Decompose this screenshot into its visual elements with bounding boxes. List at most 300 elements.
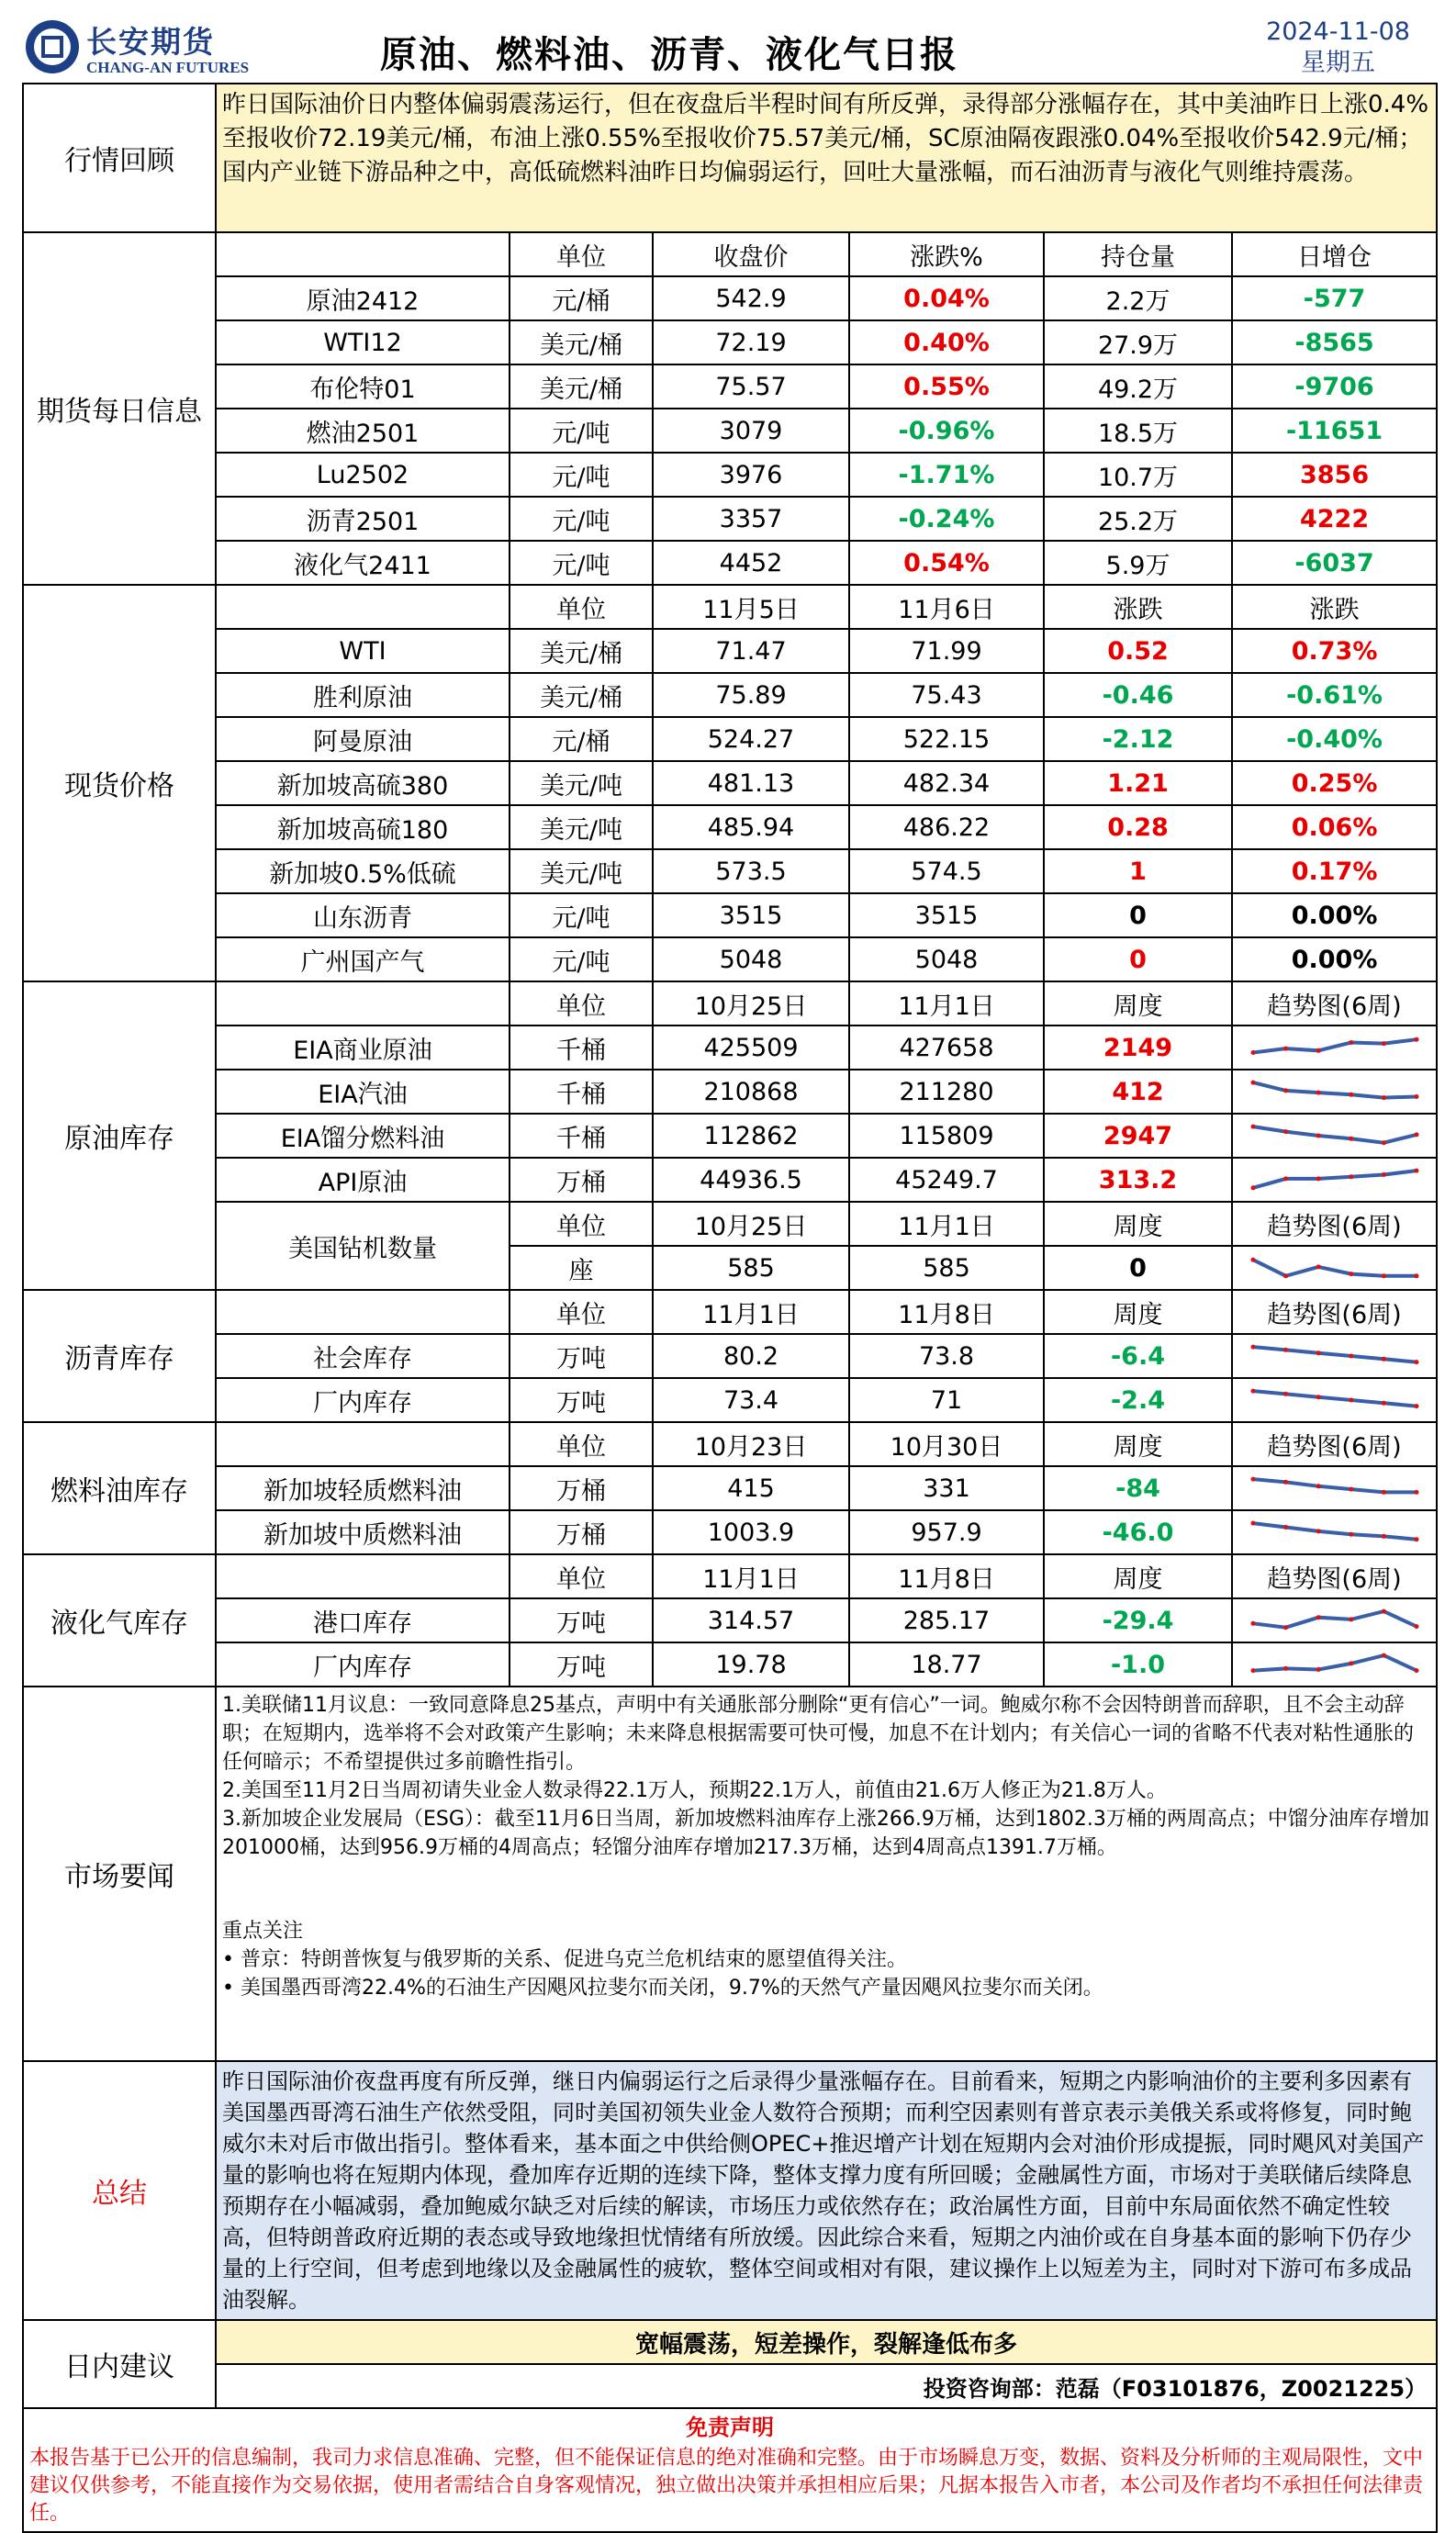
price-prev: 3515 <box>653 893 849 937</box>
column-header: 日增仓 <box>1232 232 1437 276</box>
column-header: 单位 <box>510 981 653 1026</box>
price-prev: 485.94 <box>653 805 849 849</box>
contract-name: WTI12 <box>216 320 510 364</box>
column-header: 单位 <box>510 232 653 276</box>
column-header: 单位 <box>510 1290 653 1334</box>
trend-line <box>1253 1611 1417 1628</box>
change-percent: 0.55% <box>849 364 1044 409</box>
trend-line <box>1253 1347 1417 1362</box>
contract-name: 原油2412 <box>216 276 510 320</box>
open-interest: 2.2万 <box>1044 276 1232 320</box>
table-row <box>23 409 1437 453</box>
inventory-prev: 80.2 <box>653 1334 849 1378</box>
price-change: -0.46 <box>1044 673 1232 717</box>
section-label-crude-inv: 原油库存 <box>23 981 216 1290</box>
trend-chart-cell <box>1232 1070 1437 1114</box>
inventory-name: 厂内库存 <box>216 1378 510 1422</box>
trend-sparkline <box>1248 1252 1422 1283</box>
trend-point <box>1283 1273 1288 1278</box>
column-header: 收盘价 <box>653 232 849 276</box>
inventory-prev: 73.4 <box>653 1378 849 1422</box>
logo-emblem-icon <box>26 20 79 73</box>
price-change: 0.52 <box>1044 629 1232 673</box>
unit-cell: 元/吨 <box>510 409 653 453</box>
unit-cell: 美元/吨 <box>510 849 653 893</box>
trend-point <box>1381 1490 1385 1495</box>
trend-point <box>1316 1134 1320 1138</box>
price-change-percent: 0.00% <box>1232 893 1437 937</box>
inventory-prev: 415 <box>653 1466 849 1510</box>
table-row <box>23 1554 1437 1598</box>
contract-name: Lu2502 <box>216 453 510 497</box>
trend-point <box>1250 1621 1255 1626</box>
inventory-curr: 18.77 <box>849 1642 1044 1687</box>
table-row <box>23 761 1437 805</box>
company-logo <box>26 17 255 81</box>
weekly-change: -2.4 <box>1044 1378 1232 1422</box>
table-row <box>23 276 1437 320</box>
spot-name: WTI <box>216 629 510 673</box>
unit-cell: 千桶 <box>510 1114 653 1158</box>
column-header: 趋势图(6周) <box>1232 1554 1437 1598</box>
inventory-prev: 210868 <box>653 1070 849 1114</box>
change-percent: -0.24% <box>849 497 1044 541</box>
trend-point <box>1283 1525 1288 1530</box>
trend-point <box>1283 1129 1288 1134</box>
column-header: 周度 <box>1044 1554 1232 1598</box>
trend-line <box>1253 1171 1417 1188</box>
spot-name: 新加坡高硫180 <box>216 805 510 849</box>
column-header: 趋势图(6周) <box>1232 1290 1437 1334</box>
weekly-change: 0 <box>1044 1246 1232 1290</box>
trend-point <box>1349 1272 1353 1276</box>
disclaimer-title: 免责声明 <box>686 2415 775 2440</box>
trend-point <box>1316 1667 1320 1672</box>
table-row <box>23 497 1437 541</box>
date-text: 2024-11-08 <box>1266 17 1410 46</box>
column-header: 11月6日 <box>849 585 1044 629</box>
table-row <box>23 805 1437 849</box>
trend-chart-cell <box>1232 1642 1437 1687</box>
daily-oi-change: 3856 <box>1232 453 1437 497</box>
table-row <box>23 1026 1437 1070</box>
trend-point <box>1250 1081 1255 1085</box>
column-header: 11月5日 <box>653 585 849 629</box>
column-header: 涨跌% <box>849 232 1044 276</box>
inventory-prev: 44936.5 <box>653 1158 849 1202</box>
column-header: 趋势图(6周) <box>1232 981 1437 1026</box>
price-change: 0 <box>1044 893 1232 937</box>
trend-point <box>1316 1091 1320 1095</box>
trend-line <box>1253 1523 1417 1540</box>
unit-cell: 万吨 <box>510 1334 653 1378</box>
section-label-market-review: 行情回顾 <box>23 84 216 232</box>
price-curr: 3515 <box>849 893 1044 937</box>
section-label-intraday: 日内建议 <box>23 2320 216 2408</box>
inventory-prev: 19.78 <box>653 1642 849 1687</box>
table-row <box>23 1510 1437 1554</box>
inventory-curr: 45249.7 <box>849 1158 1044 1202</box>
open-interest: 18.5万 <box>1044 409 1232 453</box>
trend-chart-cell <box>1232 1510 1437 1554</box>
trend-point <box>1381 1609 1385 1614</box>
unit-cell: 万吨 <box>510 1378 653 1422</box>
unit-cell: 座 <box>510 1246 653 1290</box>
table-row <box>23 1687 1437 2061</box>
weekly-change: -84 <box>1044 1466 1232 1510</box>
company-name-cn: 长安期货 <box>86 24 215 60</box>
unit-cell: 万桶 <box>510 1158 653 1202</box>
report-date <box>1266 17 1410 79</box>
table-row <box>23 1642 1437 1687</box>
daily-oi-change: -11651 <box>1232 409 1437 453</box>
table-row <box>23 320 1437 364</box>
column-header: 周度 <box>1044 1202 1232 1246</box>
price-prev: 573.5 <box>653 849 849 893</box>
trend-point <box>1349 1398 1353 1403</box>
table-row <box>23 585 1437 629</box>
trend-chart-cell <box>1232 1246 1437 1290</box>
unit-cell: 元/桶 <box>510 717 653 761</box>
trend-point <box>1381 1357 1385 1362</box>
weekly-change: 313.2 <box>1044 1158 1232 1202</box>
trend-point <box>1349 1532 1353 1537</box>
close-price: 3357 <box>653 497 849 541</box>
inventory-prev: 1003.9 <box>653 1510 849 1554</box>
table-row <box>23 2408 1437 2532</box>
column-header: 11月8日 <box>849 1554 1044 1598</box>
weekday-text: 星期五 <box>1301 49 1376 77</box>
inventory-name: EIA汽油 <box>216 1070 510 1114</box>
unit-cell: 元/吨 <box>510 937 653 981</box>
trend-point <box>1381 1041 1385 1046</box>
trend-point <box>1381 1534 1385 1539</box>
header-blank <box>216 1554 510 1598</box>
table-row <box>23 364 1437 409</box>
trend-sparkline <box>1248 1340 1422 1372</box>
table-row <box>23 849 1437 893</box>
open-interest: 27.9万 <box>1044 320 1232 364</box>
column-header: 涨跌 <box>1044 585 1232 629</box>
intraday-advice: 宽幅震荡，短差操作，裂解逢低布多 <box>216 2320 1437 2364</box>
trend-point <box>1349 1174 1353 1179</box>
trend-chart-cell <box>1232 1334 1437 1378</box>
trend-point <box>1414 1404 1418 1408</box>
table-row <box>23 1466 1437 1510</box>
table-row <box>23 541 1437 585</box>
inventory-curr: 331 <box>849 1466 1044 1510</box>
price-change-percent: 0.73% <box>1232 629 1437 673</box>
section-label-fuel-inv: 燃料油库存 <box>23 1422 216 1554</box>
unit-cell: 千桶 <box>510 1070 653 1114</box>
close-price: 542.9 <box>653 276 849 320</box>
table-row <box>23 629 1437 673</box>
trend-point <box>1283 1392 1288 1396</box>
trend-point <box>1414 1094 1418 1099</box>
weekly-change: -29.4 <box>1044 1598 1232 1642</box>
unit-cell: 元/吨 <box>510 541 653 585</box>
trend-point <box>1414 1537 1418 1541</box>
header-blank <box>216 1422 510 1466</box>
column-header: 11月1日 <box>849 981 1044 1026</box>
trend-point <box>1349 1040 1353 1045</box>
trend-point <box>1283 1176 1288 1181</box>
unit-cell: 元/吨 <box>510 497 653 541</box>
unit-cell: 元/吨 <box>510 453 653 497</box>
trend-point <box>1283 1480 1288 1485</box>
unit-cell: 美元/吨 <box>510 805 653 849</box>
trend-sparkline <box>1248 1032 1422 1063</box>
inventory-name: 社会库存 <box>216 1334 510 1378</box>
disclaimer-text: 本报告基于已公开的信息编制，我司力求信息准确、完整，但不能保证信息的绝对准确和完整。由于市场瞬息万变，数据、资料及分析师的主观局限性，文中建议仅供参考，不能直接作为交易依据，使用者需结合自身客观情况，独立做出决策并承担相应后果；凡据本报告入市者，本公司及作者均不承担任何法律责任。 <box>29 2447 1424 2525</box>
trend-sparkline <box>1248 1473 1422 1504</box>
unit-cell: 万吨 <box>510 1598 653 1642</box>
trend-point <box>1283 1047 1288 1051</box>
trend-chart-cell <box>1232 1598 1437 1642</box>
unit-cell: 万桶 <box>510 1510 653 1554</box>
trend-point <box>1381 1172 1385 1177</box>
change-percent: -1.71% <box>849 453 1044 497</box>
daily-oi-change: -577 <box>1232 276 1437 320</box>
table-row <box>23 717 1437 761</box>
contract-name: 沥青2501 <box>216 497 510 541</box>
close-price: 3079 <box>653 409 849 453</box>
table-row <box>23 2364 1437 2408</box>
header-blank <box>216 981 510 1026</box>
weekly-change: 2149 <box>1044 1026 1232 1070</box>
close-price: 3976 <box>653 453 849 497</box>
news-content <box>216 1687 1437 2061</box>
section-label-summary: 总结 <box>23 2061 216 2320</box>
trend-point <box>1414 1490 1418 1495</box>
trend-point <box>1349 1093 1353 1097</box>
inventory-name: EIA商业原油 <box>216 1026 510 1070</box>
price-change: 1.21 <box>1044 761 1232 805</box>
inventory-curr: 71 <box>849 1378 1044 1422</box>
column-header: 10月30日 <box>849 1422 1044 1466</box>
table-row <box>23 453 1437 497</box>
inventory-name: 新加坡中质燃料油 <box>216 1510 510 1554</box>
change-percent: 0.04% <box>849 276 1044 320</box>
unit-cell: 美元/桶 <box>510 673 653 717</box>
trend-point <box>1349 1661 1353 1665</box>
price-change: 0 <box>1044 937 1232 981</box>
unit-cell: 美元/桶 <box>510 364 653 409</box>
price-prev: 524.27 <box>653 717 849 761</box>
column-header: 单位 <box>510 1422 653 1466</box>
header-blank <box>216 1290 510 1334</box>
change-percent: 0.40% <box>849 320 1044 364</box>
price-prev: 481.13 <box>653 761 849 805</box>
company-name-en: CHANG-AN FUTURES <box>86 59 250 76</box>
daily-oi-change: -9706 <box>1232 364 1437 409</box>
price-change-percent: 0.06% <box>1232 805 1437 849</box>
contract-name: 布伦特01 <box>216 364 510 409</box>
price-curr: 522.15 <box>849 717 1044 761</box>
inventory-prev: 425509 <box>653 1026 849 1070</box>
column-header: 11月1日 <box>653 1554 849 1598</box>
spot-name: 新加坡0.5%低硫 <box>216 849 510 893</box>
unit-cell: 元/吨 <box>510 893 653 937</box>
trend-chart-cell <box>1232 1466 1437 1510</box>
trend-point <box>1414 1169 1418 1173</box>
trend-point <box>1250 1477 1255 1482</box>
daily-oi-change: -8565 <box>1232 320 1437 364</box>
trend-point <box>1250 1258 1255 1262</box>
trend-point <box>1283 1348 1288 1352</box>
focus-item: • 普京：特朗普恢复与俄罗斯的关系、促进乌克兰危机结束的愿望值得关注。 <box>222 1948 907 1971</box>
unit-cell: 万吨 <box>510 1642 653 1687</box>
price-prev: 75.89 <box>653 673 849 717</box>
inventory-name: 港口库存 <box>216 1598 510 1642</box>
trend-point <box>1381 1140 1385 1145</box>
unit-cell: 万桶 <box>510 1466 653 1510</box>
focus-title: 重点关注 <box>222 1920 304 1943</box>
spot-name: 阿曼原油 <box>216 717 510 761</box>
trend-point <box>1349 1354 1353 1359</box>
spot-name: 新加坡高硫380 <box>216 761 510 805</box>
section-label-lpg-inv: 液化气库存 <box>23 1554 216 1687</box>
inventory-curr: 115809 <box>849 1114 1044 1158</box>
inventory-curr: 427658 <box>849 1026 1044 1070</box>
trend-point <box>1316 1395 1320 1399</box>
trend-chart-cell <box>1232 1378 1437 1422</box>
price-change: -2.12 <box>1044 717 1232 761</box>
unit-cell: 千桶 <box>510 1026 653 1070</box>
table-row <box>23 1598 1437 1642</box>
spot-name: 胜利原油 <box>216 673 510 717</box>
trend-point <box>1283 1625 1288 1630</box>
trend-point <box>1316 1264 1320 1269</box>
trend-line <box>1253 1126 1417 1143</box>
trend-point <box>1250 1185 1255 1190</box>
table-row <box>23 2061 1437 2320</box>
trend-point <box>1349 1617 1353 1621</box>
trend-chart-cell <box>1232 1026 1437 1070</box>
table-row <box>23 84 1437 232</box>
report-table <box>22 83 1438 2533</box>
trend-point <box>1414 1273 1418 1278</box>
trend-sparkline <box>1248 1517 1422 1548</box>
table-row <box>23 1378 1437 1422</box>
trend-point <box>1316 1484 1320 1488</box>
rig-count-label: 美国钻机数量 <box>216 1202 510 1290</box>
column-header: 单位 <box>510 1202 653 1246</box>
close-price: 75.57 <box>653 364 849 409</box>
trend-line <box>1253 1082 1417 1098</box>
price-curr: 482.34 <box>849 761 1044 805</box>
price-prev: 71.47 <box>653 629 849 673</box>
price-change-percent: 0.00% <box>1232 937 1437 981</box>
header-blank <box>216 585 510 629</box>
column-header: 趋势图(6周) <box>1232 1202 1437 1246</box>
inventory-curr: 285.17 <box>849 1598 1044 1642</box>
trend-sparkline <box>1248 1605 1422 1636</box>
spot-name: 广州国产气 <box>216 937 510 981</box>
weekly-change: -1.0 <box>1044 1642 1232 1687</box>
market-review-text: 昨日国际油价日内整体偏弱震荡运行，但在夜盘后半程时间有所反弹，录得部分涨幅存在，其中美油昨日上涨0.4%至报收价72.19美元/桶，布油上涨0.55%至报收价75.57美元/桶，SC原油隔夜跟涨0.04%至报收价542.9元/桶；国内产业链下游品种之中，高低硫燃料油昨日均偏弱运行，回吐大量涨幅，而石油沥青与液化气则维持震荡。 <box>216 84 1437 232</box>
trend-sparkline <box>1248 1120 1422 1151</box>
trend-point <box>1414 1668 1418 1673</box>
inventory-name: EIA馏分燃料油 <box>216 1114 510 1158</box>
unit-cell: 美元/吨 <box>510 761 653 805</box>
table-row <box>23 1422 1437 1466</box>
trend-line <box>1253 1655 1417 1671</box>
trend-point <box>1316 1615 1320 1620</box>
inventory-curr: 957.9 <box>849 1510 1044 1554</box>
trend-sparkline <box>1248 1649 1422 1680</box>
rig-prev: 585 <box>653 1246 849 1290</box>
unit-cell: 美元/桶 <box>510 629 653 673</box>
column-header: 单位 <box>510 585 653 629</box>
open-interest: 49.2万 <box>1044 364 1232 409</box>
inventory-curr: 211280 <box>849 1070 1044 1114</box>
price-curr: 5048 <box>849 937 1044 981</box>
table-row <box>23 2320 1437 2364</box>
daily-oi-change: -6037 <box>1232 541 1437 585</box>
open-interest: 5.9万 <box>1044 541 1232 585</box>
weekly-change: -6.4 <box>1044 1334 1232 1378</box>
price-change-percent: -0.61% <box>1232 673 1437 717</box>
table-row <box>23 1202 1437 1246</box>
table-row <box>23 1070 1437 1114</box>
section-label-futures: 期货每日信息 <box>23 232 216 585</box>
trend-point <box>1414 1132 1418 1137</box>
trend-point <box>1414 1037 1418 1042</box>
news-item: 3.新加坡企业发展局（ESG）：截至11月6日当周，新加坡燃料油库存上涨266.9万桶，达到1802.3万桶的两周高点；中馏分油库存增加201000桶，达到956.9万桶的4周高点；轻馏分油库存增加217.3万桶，达到4周高点1391.7万桶。 <box>222 1808 1429 1859</box>
price-change-percent: 0.17% <box>1232 849 1437 893</box>
column-header: 11月1日 <box>849 1202 1044 1246</box>
summary-text: 昨日国际油价夜盘再度有所反弹，继日内偏弱运行之后录得少量涨幅存在。目前看来，短期之内影响油价的主要利多因素有美国墨西哥湾石油生产依然受阻，同时美国初领失业金人数符合预期；而利空因素则有普京表示美俄关系或将修复，同时鲍威尔未对后市做出指引。整体看来，基本面之中供给侧OPEC+推迟增产计划在短期内会对油价形成提振，同时飓风对美国产量的影响也将在短期内体现，叠加库存近期的连续下降，整体支撑力度有所回暖；金融属性方面，市场对于美联储后续降息预期存在小幅减弱，叠加鲍威尔缺乏对后续的解读，市场压力或依然存在；政治属性方面，目前中东局面依然不确定性较高，但特朗普政府近期的表态或导致地缘担忧情绪有所放缓。因此综合来看，短期之内油价或在自身基本面的影响下仍存少量的上行空间，但考虑到地缘以及金融属性的疲软，整体空间或相对有限，建议操作上以短差为主，同时对下游可布多成品油裂解。 <box>216 2061 1437 2320</box>
column-header: 周度 <box>1044 1422 1232 1466</box>
trend-point <box>1349 1487 1353 1492</box>
trend-sparkline <box>1248 1076 1422 1107</box>
trend-point <box>1381 1653 1385 1658</box>
inventory-name: 厂内库存 <box>216 1642 510 1687</box>
contract-name: 液化气2411 <box>216 541 510 585</box>
trend-chart-cell <box>1232 1158 1437 1202</box>
price-change-percent: 0.25% <box>1232 761 1437 805</box>
header-blank <box>216 232 510 276</box>
focus-item: • 美国墨西哥湾22.4%的石油生产因飓风拉斐尔而关闭，9.7%的天然气产量因飓风拉斐尔而关闭。 <box>222 1977 1103 2000</box>
section-label-asphalt-inv: 沥青库存 <box>23 1290 216 1422</box>
rig-curr: 585 <box>849 1246 1044 1290</box>
news-item: 1.美联储11月议息：一致同意降息25基点，声明中有关通胀部分删除“更有信心”一词。鲍威尔称不会因特朗普而辞职，且不会主动辞职；在短期内，选举将不会对政策产生影响；未来降息根据需要可快可慢，加息不在计划内；有关信心一词的省略不代表对粘性通胀的任何暗示；不希望提供过多前瞻性指引。 <box>222 1694 1415 1774</box>
table-row <box>23 981 1437 1026</box>
spot-name: 山东沥青 <box>216 893 510 937</box>
unit-cell: 美元/桶 <box>510 320 653 364</box>
column-header: 趋势图(6周) <box>1232 1422 1437 1466</box>
trend-point <box>1283 1088 1288 1093</box>
close-price: 72.19 <box>653 320 849 364</box>
trend-point <box>1381 1095 1385 1100</box>
column-header: 11月8日 <box>849 1290 1044 1334</box>
price-change: 0.28 <box>1044 805 1232 849</box>
column-header: 10月25日 <box>653 1202 849 1246</box>
column-header: 持仓量 <box>1044 232 1232 276</box>
table-row <box>23 232 1437 276</box>
trend-line <box>1253 1260 1417 1276</box>
contract-name: 燃油2501 <box>216 409 510 453</box>
trend-point <box>1250 1521 1255 1526</box>
table-row <box>23 1114 1437 1158</box>
trend-point <box>1316 1048 1320 1053</box>
table-row <box>23 937 1437 981</box>
weekly-change: 412 <box>1044 1070 1232 1114</box>
price-prev: 5048 <box>653 937 849 981</box>
trend-point <box>1250 1389 1255 1394</box>
change-percent: 0.54% <box>849 541 1044 585</box>
